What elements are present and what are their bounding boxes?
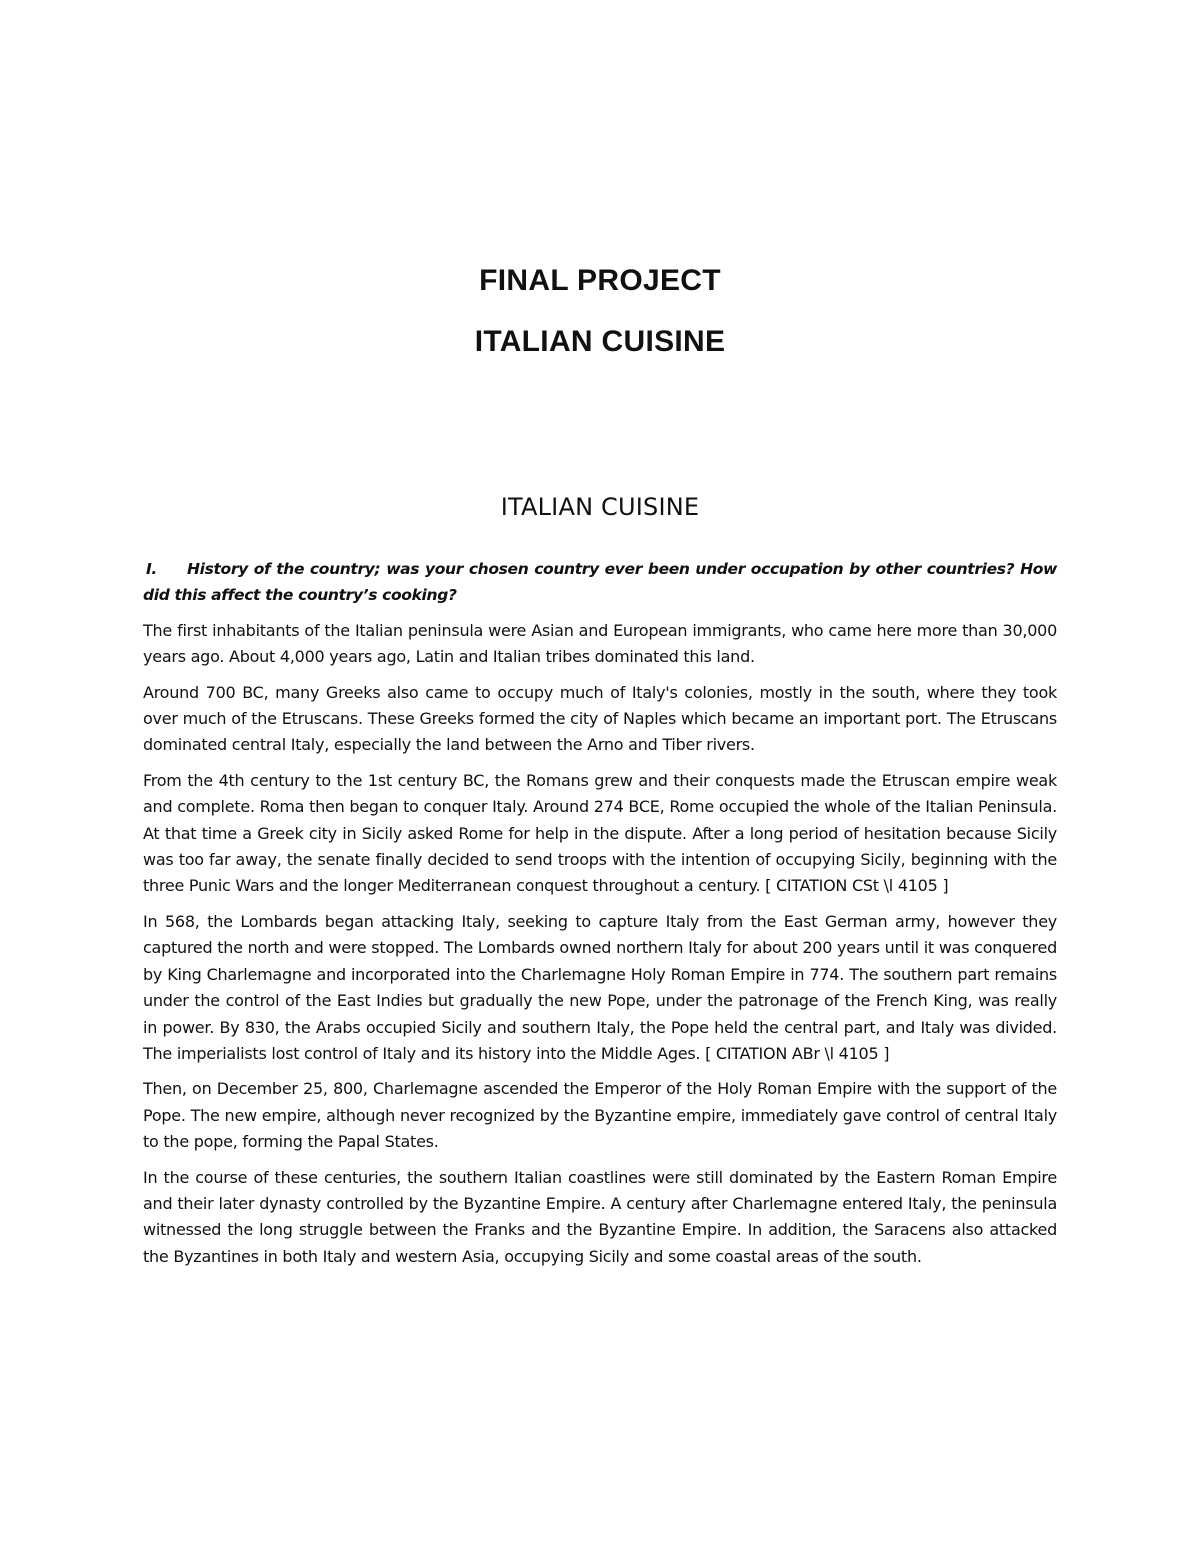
body-paragraph-4: In 568, the Lombards began attacking Italy, seeking to capture Italy from the East German army, however they captured the north and were stopped. The Lombards owned northern Italy for about 200 years until it was conquered by King Charlemagne and incorporated into the Charlemagne Holy Roman Empire in 774. The southern part remains under the control of the East Indies but gradually the new Pope, under the patronage of the French King, was really in power. By 830, the Arabs occupied Sicily and southern Italy, the Pope held the central part, and Italy was divided. The imperialists lost control of Italy and its history into the Middle Ages. [ CITATION ABr \l 4105 ] [143,911,1057,1063]
body-paragraph-3: From the 4th century to the 1st century BC, the Romans grew and their conquests made the Etruscan empire weak and complete. Roma then began to conquer Italy. Around 274 BCE, Rome occupied the whole of the Italian Peninsula. At that time a Greek city in Sicily asked Rome for help in the dispute. After a long period of hesitation because Sicily was too far away, the senate finally decided to send troops with the intention of occupying Sicily, beginning with the three Punic Wars and the longer Mediterranean conquest throughout a century. [ CITATION CSt \l 4105 ] [143,770,1057,896]
question-text: History of the country; was your chosen country ever been under occupation by other countries? How did this affect the country’s cooking? [143,560,1057,605]
question-paragraph [143,556,1057,609]
cover-title-final-project: FINAL PROJECT [479,264,721,297]
body-paragraph-6: In the course of these centuries, the southern Italian coastlines were still dominated by the Eastern Roman Empire and their later dynasty controlled by the Byzantine Empire. A century after Charlemagne entered Italy, the peninsula witnessed the long struggle between the Franks and the Byzantine Empire. In addition, the Saracens also attacked the Byzantines in both Italy and western Asia, occupying Sicily and some coastal areas of the south. [143,1167,1057,1266]
document-body [143,490,1057,1279]
body-paragraph-5: Then, on December 25, 800, Charlemagne ascended the Emperor of the Holy Roman Empire with the support of the Pope. The new empire, although never recognized by the Byzantine empire, immediately gave control of central Italy to the pope, forming the Papal States. [143,1079,1057,1152]
section-heading: ITALIAN CUISINE [500,493,700,521]
body-paragraph-1: The first inhabitants of the Italian peninsula were Asian and European immigrants, who came here more than 30,000 years ago. About 4,000 years ago, Latin and Italian tribes dominated this land. [143,620,1057,667]
question-number: I. [146,560,157,578]
body-paragraph-2: Around 700 BC, many Greeks also came to occupy much of Italy's colonies, mostly in the south, where they took over much of the Etruscans. These Greeks formed the city of Naples which became an important port. The Etruscans dominated central Italy, especially the land between the Arno and Tiber rivers. [143,682,1057,755]
cover-title-italian-cuisine: ITALIAN CUISINE [474,325,726,358]
